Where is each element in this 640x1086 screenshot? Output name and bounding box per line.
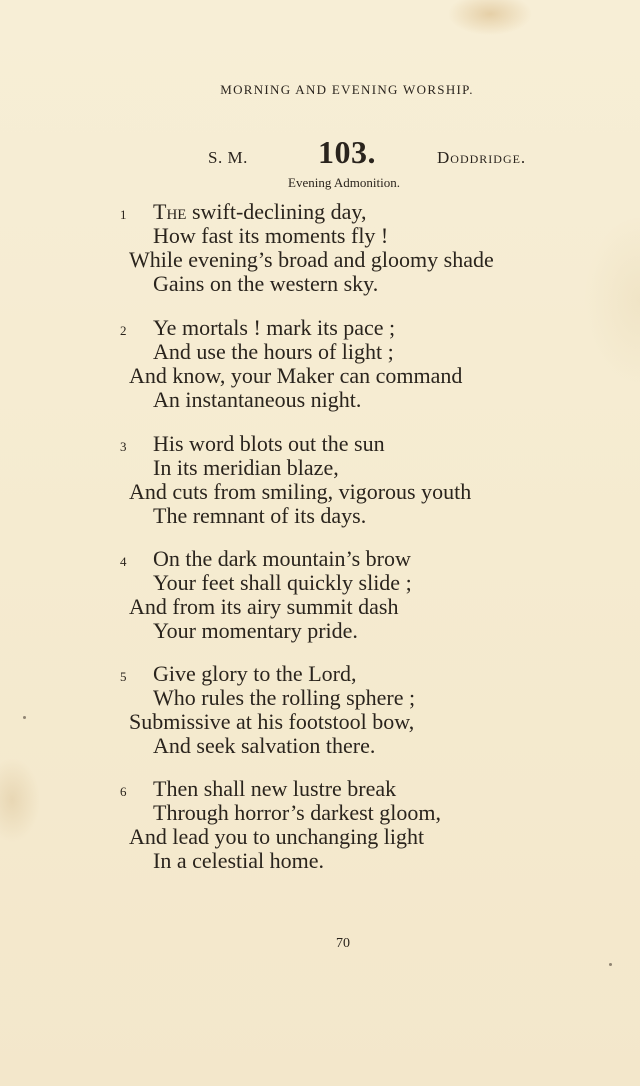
verse-line: How fast its moments fly ! [153,223,389,248]
verse-number: 5 [120,669,127,684]
paper-speck [609,963,612,966]
verse-line: Submissive at his footstool bow, [129,709,415,734]
verse-line: And lead you to unchanging light [129,824,425,849]
verse-line: Gains on the western sky. [153,271,379,296]
verse-line: Then shall new lustre break [153,776,397,801]
verse-number: 4 [120,554,127,569]
verse-line: Your momentary pride. [153,618,358,643]
verse-line: While evening’s broad and gloomy shade [129,247,494,272]
verse-number: 2 [120,323,127,338]
hymn-number: 103. [318,134,376,170]
verse-line: And from its airy summit dash [129,594,399,619]
opening-word: The [153,199,187,224]
verse-line: Your feet shall quickly slide ; [153,570,412,595]
verse-line: Through horror’s darkest gloom, [153,800,441,825]
verse-line: In its meridian blaze, [153,455,339,480]
paper-speck [23,716,26,719]
hymn-meter: S. M. [208,148,248,167]
verse-line: And cuts from smiling, vigorous youth [129,479,472,504]
verse-line: In a celestial home. [153,848,325,873]
verse-number: 6 [120,784,127,799]
verse-number: 1 [120,207,127,222]
verse-line: An instantaneous night. [153,387,362,412]
verse-line: The swift-declining day, [153,199,367,224]
running-header: MORNING AND EVENING WORSHIP. [220,82,474,97]
verse-line: Who rules the rolling sphere ; [153,685,416,710]
verse-line: And use the hours of light ; [153,339,394,364]
verse-line: Ye mortals ! mark its pace ; [153,315,396,340]
verse-line: Give glory to the Lord, [153,661,357,686]
hymn-author: Doddridge. [437,148,527,167]
verse-line: The remnant of its days. [153,503,367,528]
verse-line: And seek salvation there. [153,733,376,758]
page-number: 70 [336,936,350,951]
verse-number: 3 [120,439,127,454]
hymn-subtitle: Evening Admonition. [288,175,400,190]
verse-line: And know, your Maker can command [129,363,463,388]
verse-line: On the dark mountain’s brow [153,546,411,571]
verse-line: His word blots out the sun [153,431,385,456]
